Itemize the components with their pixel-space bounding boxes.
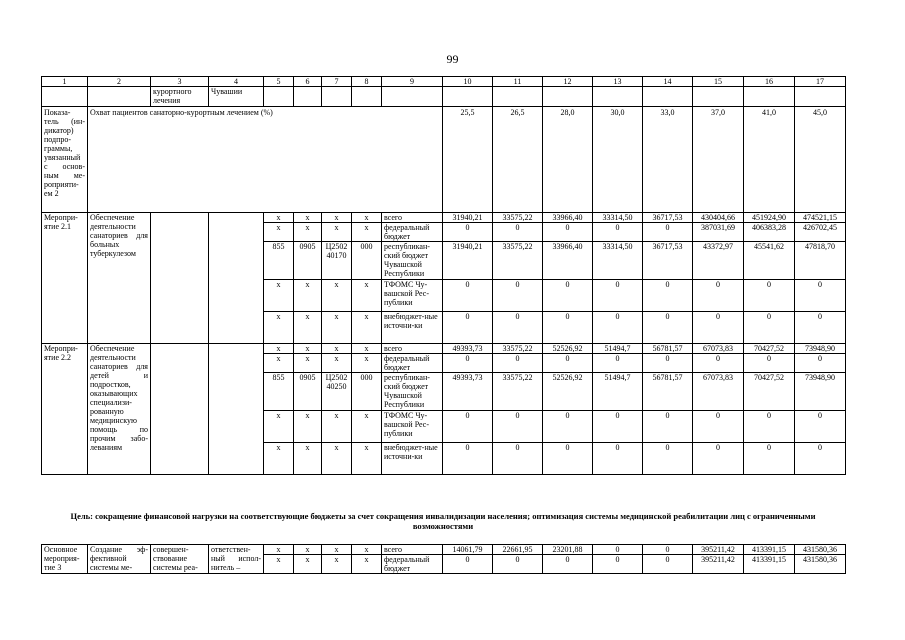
budget-code: х [294, 443, 322, 475]
amount-value: 0 [643, 312, 693, 344]
amount-value: 73948,90 [795, 373, 846, 411]
budget-code: х [322, 545, 352, 555]
budget-code: х [322, 312, 352, 344]
budget-code: х [264, 411, 294, 443]
cont-col4: Чувашии [209, 87, 264, 107]
empty-cell [294, 87, 322, 107]
amount-value: 31940,21 [443, 213, 493, 223]
column-number: 1 [42, 77, 88, 87]
budget-code: х [294, 344, 322, 354]
budget-code: х [294, 555, 322, 574]
budget-code: х [294, 545, 322, 555]
amount-value: 0 [693, 312, 744, 344]
indicator-text: Охват пациентов санаторно-курортным лечением (%) [88, 107, 443, 213]
amount-value: 33314,50 [593, 213, 643, 223]
amount-value: 51494,7 [593, 344, 643, 354]
amount-value: 23201,88 [543, 545, 593, 555]
indicator-value: 26,5 [493, 107, 543, 213]
amount-value: 0 [593, 411, 643, 443]
funding-source: ТФОМС Чу-вашской Рес-публики [382, 411, 443, 443]
budget-code: 000 [352, 373, 382, 411]
amount-value: 0 [744, 312, 795, 344]
amount-value: 33966,40 [543, 242, 593, 280]
amount-value: 67073,83 [693, 373, 744, 411]
amount-value: 73948,90 [795, 344, 846, 354]
amount-value: 49393,73 [443, 373, 493, 411]
amount-value: 387031,69 [693, 223, 744, 242]
budget-code: х [322, 411, 352, 443]
amount-value: 33575,22 [493, 344, 543, 354]
empty-cell [443, 87, 493, 107]
budget-code: 855 [264, 242, 294, 280]
amount-value: 45541,62 [744, 242, 795, 280]
empty-cell [322, 87, 352, 107]
amount-value: 0 [795, 280, 846, 312]
activity-description: Обеспечение деятельности санаториев для детей и подростков, оказывающих специализи-рованную медицинскую помощь по прочим забо-леваниям [88, 344, 151, 475]
empty-cell [543, 87, 593, 107]
table-row [42, 213, 846, 223]
activity-name: Меропри-ятие 2.2 [42, 344, 88, 475]
column-number: 16 [744, 77, 795, 87]
budget-code: Ц2502 40250 [322, 373, 352, 411]
budget-code: х [294, 213, 322, 223]
budget-code: х [352, 443, 382, 475]
cont-col3: курортного лечения [151, 87, 209, 107]
column-number: 17 [795, 77, 846, 87]
budget-code: х [352, 223, 382, 242]
amount-value: 413391,15 [744, 545, 795, 555]
column-number: 14 [643, 77, 693, 87]
budget-code: х [322, 213, 352, 223]
amount-value: 0 [443, 280, 493, 312]
amount-value: 52526,92 [543, 373, 593, 411]
empty-cell [744, 87, 795, 107]
header-row [42, 77, 846, 87]
amount-value: 70427,52 [744, 344, 795, 354]
amount-value: 0 [443, 354, 493, 373]
amount-value: 0 [643, 354, 693, 373]
activity-name: Основное мероприя-тие 3 [42, 545, 88, 574]
amount-value: 0 [493, 411, 543, 443]
amount-value: 33314,50 [593, 242, 643, 280]
amount-value: 0 [593, 545, 643, 555]
amount-value: 70427,52 [744, 373, 795, 411]
funding-source: федеральный бюджет [382, 555, 443, 574]
page-number: 99 [446, 52, 459, 66]
amount-value: 451924,90 [744, 213, 795, 223]
amount-value: 0 [443, 223, 493, 242]
funding-source: всего [382, 344, 443, 354]
amount-value: 0 [493, 555, 543, 574]
empty-cell [42, 87, 88, 107]
amount-value: 0 [593, 312, 643, 344]
amount-value: 14061,79 [443, 545, 493, 555]
budget-code: х [264, 555, 294, 574]
amount-value: 431580,36 [795, 555, 846, 574]
funding-source: федеральный бюджет [382, 223, 443, 242]
amount-value: 36717,53 [643, 242, 693, 280]
amount-value: 0 [443, 312, 493, 344]
activity-col4: ответствен-ный испол-нитель – [209, 545, 264, 574]
amount-value: 33575,22 [493, 373, 543, 411]
budget-code: х [352, 213, 382, 223]
budget-code: х [352, 411, 382, 443]
amount-value: 47818,70 [795, 242, 846, 280]
budget-code: х [294, 411, 322, 443]
funding-source: всего [382, 545, 443, 555]
empty-cell [209, 344, 264, 475]
amount-value: 0 [744, 411, 795, 443]
amount-value: 0 [744, 280, 795, 312]
amount-value: 0 [643, 555, 693, 574]
budget-code: х [322, 555, 352, 574]
column-number: 10 [443, 77, 493, 87]
amount-value: 0 [543, 555, 593, 574]
budget-code: х [352, 354, 382, 373]
activity-description: Создание эф-фективной системы ме- [88, 545, 151, 574]
column-number: 8 [352, 77, 382, 87]
amount-value: 33966,40 [543, 213, 593, 223]
amount-value: 0 [443, 555, 493, 574]
amount-value: 0 [593, 354, 643, 373]
amount-value: 395211,42 [693, 545, 744, 555]
funding-source: внебюджет-ные источни-ки [382, 443, 443, 475]
amount-value: 0 [744, 443, 795, 475]
amount-value: 0 [493, 312, 543, 344]
budget-code: х [352, 555, 382, 574]
amount-value: 0 [693, 354, 744, 373]
column-number: 11 [493, 77, 543, 87]
amount-value: 0 [693, 411, 744, 443]
empty-cell [382, 87, 443, 107]
budget-code: х [352, 280, 382, 312]
indicator-value: 45,0 [795, 107, 846, 213]
budget-code: х [322, 280, 352, 312]
budget-code: х [322, 344, 352, 354]
empty-cell [151, 344, 209, 475]
amount-value: 56781,57 [643, 373, 693, 411]
amount-value: 0 [493, 280, 543, 312]
amount-value: 0 [643, 545, 693, 555]
indicator-value: 41,0 [744, 107, 795, 213]
column-number: 3 [151, 77, 209, 87]
budget-code: х [352, 344, 382, 354]
budget-code: х [264, 312, 294, 344]
amount-value: 0 [795, 312, 846, 344]
budget-table-continued [41, 544, 846, 574]
amount-value: 56781,57 [643, 344, 693, 354]
budget-code: 0905 [294, 373, 322, 411]
budget-code: х [294, 312, 322, 344]
amount-value: 0 [543, 280, 593, 312]
budget-code: х [264, 280, 294, 312]
amount-value: 22661,95 [493, 545, 543, 555]
amount-value: 426702,45 [795, 223, 846, 242]
amount-value: 0 [643, 280, 693, 312]
empty-cell [151, 213, 209, 344]
amount-value: 0 [693, 280, 744, 312]
budget-code: х [322, 354, 352, 373]
amount-value: 0 [593, 280, 643, 312]
amount-value: 0 [593, 443, 643, 475]
amount-value: 0 [593, 223, 643, 242]
amount-value: 413391,15 [744, 555, 795, 574]
amount-value: 33575,22 [493, 213, 543, 223]
empty-cell [693, 87, 744, 107]
activity-description: Обеспечение деятельности санаториев для больных туберкулезом [88, 213, 151, 344]
indicator-value: 37,0 [693, 107, 744, 213]
amount-value: 430404,66 [693, 213, 744, 223]
amount-value: 0 [443, 411, 493, 443]
budget-code: 000 [352, 242, 382, 280]
indicator-label: Показа-тель (ин-дикатор) подпро-граммы, увязанный с основ-ным ме-роприяти-ем 2 [42, 107, 88, 213]
indicator-value: 30,0 [593, 107, 643, 213]
amount-value: 51494,7 [593, 373, 643, 411]
table-row [42, 344, 846, 354]
amount-value: 0 [643, 223, 693, 242]
table-row [42, 545, 846, 555]
empty-cell [593, 87, 643, 107]
funding-source: республикан-ский бюджет Чувашской Республики [382, 373, 443, 411]
column-number: 5 [264, 77, 294, 87]
indicator-row [42, 107, 846, 213]
amount-value: 67073,83 [693, 344, 744, 354]
goal-statement: Цель: сокращение финансовой нагрузки на соответствующие бюджеты за счет сокращения инвалидизации населения; оптимизация системы медицинской реабилитации лиц с ограниченными возможностями [70, 511, 816, 531]
amount-value: 406383,28 [744, 223, 795, 242]
amount-value: 0 [643, 443, 693, 475]
amount-value: 0 [643, 411, 693, 443]
column-number: 13 [593, 77, 643, 87]
budget-code: х [322, 223, 352, 242]
empty-cell [352, 87, 382, 107]
amount-value: 0 [543, 312, 593, 344]
amount-value: 43372,97 [693, 242, 744, 280]
funding-source: внебюджет-ные источни-ки [382, 312, 443, 344]
amount-value: 0 [593, 555, 643, 574]
budget-code: х [264, 545, 294, 555]
amount-value: 0 [493, 354, 543, 373]
column-number: 4 [209, 77, 264, 87]
budget-code: х [294, 280, 322, 312]
funding-source: ТФОМС Чу-вашской Рес-публики [382, 280, 443, 312]
amount-value: 0 [493, 443, 543, 475]
column-number: 2 [88, 77, 151, 87]
indicator-value: 28,0 [543, 107, 593, 213]
amount-value: 0 [744, 354, 795, 373]
budget-code: Ц2502 40170 [322, 242, 352, 280]
column-number: 6 [294, 77, 322, 87]
empty-cell [493, 87, 543, 107]
column-number: 12 [543, 77, 593, 87]
continuation-row [42, 87, 846, 107]
amount-value: 0 [543, 443, 593, 475]
activity-col3: совершен-ствование системы реа- [151, 545, 209, 574]
budget-code: х [294, 354, 322, 373]
column-number: 9 [382, 77, 443, 87]
amount-value: 0 [543, 354, 593, 373]
amount-value: 474521,15 [795, 213, 846, 223]
funding-source: всего [382, 213, 443, 223]
amount-value: 33575,22 [493, 242, 543, 280]
amount-value: 0 [543, 411, 593, 443]
amount-value: 36717,53 [643, 213, 693, 223]
amount-value: 0 [493, 223, 543, 242]
budget-code: 855 [264, 373, 294, 411]
amount-value: 0 [795, 354, 846, 373]
budget-code: х [294, 223, 322, 242]
indicator-value: 25,5 [443, 107, 493, 213]
amount-value: 0 [543, 223, 593, 242]
budget-code: х [352, 312, 382, 344]
amount-value: 0 [693, 443, 744, 475]
empty-cell [264, 87, 294, 107]
column-number: 7 [322, 77, 352, 87]
budget-code: х [352, 545, 382, 555]
funding-source: республикан-ский бюджет Чувашской Республики [382, 242, 443, 280]
empty-cell [643, 87, 693, 107]
budget-table [41, 76, 846, 475]
budget-code: х [264, 223, 294, 242]
budget-code: 0905 [294, 242, 322, 280]
empty-cell [795, 87, 846, 107]
activity-name: Меропри-ятие 2.1 [42, 213, 88, 344]
amount-value: 431580,36 [795, 545, 846, 555]
amount-value: 0 [443, 443, 493, 475]
empty-cell [88, 87, 151, 107]
column-number: 15 [693, 77, 744, 87]
empty-cell [209, 213, 264, 344]
funding-source: федеральный бюджет [382, 354, 443, 373]
amount-value: 49393,73 [443, 344, 493, 354]
budget-code: х [264, 443, 294, 475]
budget-code: х [264, 213, 294, 223]
indicator-value: 33,0 [643, 107, 693, 213]
amount-value: 0 [795, 411, 846, 443]
amount-value: 52526,92 [543, 344, 593, 354]
budget-code: х [264, 344, 294, 354]
amount-value: 395211,42 [693, 555, 744, 574]
amount-value: 31940,21 [443, 242, 493, 280]
budget-code: х [322, 443, 352, 475]
budget-code: х [264, 354, 294, 373]
amount-value: 0 [795, 443, 846, 475]
